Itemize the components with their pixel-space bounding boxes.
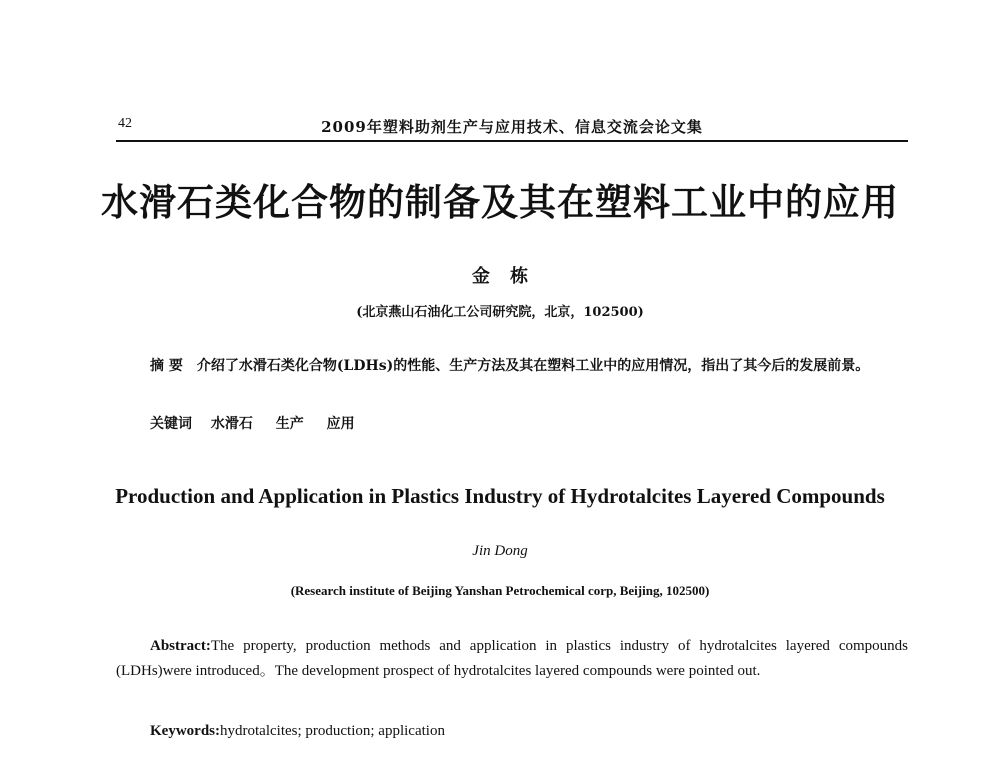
running-title: 2009年塑料助剂生产与应用技术、信息交流会论文集 bbox=[321, 118, 703, 136]
keywords-label-english: Keywords bbox=[150, 723, 215, 739]
keyword-item: 应用 bbox=[326, 416, 355, 432]
keywords-text-english: hydrotalcites; production; application bbox=[220, 723, 445, 739]
title-english: Production and Application in Plastics Industry of Hydrotalcites Layered Compounds bbox=[115, 484, 885, 508]
abstract-chinese bbox=[116, 353, 908, 379]
keywords-chinese bbox=[150, 413, 373, 433]
abstract-text-english: The property, production methods and application in plastics industry of hydrotalcites layered compounds (LDHs)were introduced。The development prospect of hydrotalcites layered compounds were pointed out. bbox=[116, 638, 908, 679]
author-chinese: 金 栋 bbox=[471, 266, 529, 287]
keywords-english: Keywords:hydrotalcites; production; application bbox=[150, 723, 445, 739]
affiliation-english: (Research institute of Beijing Yanshan Petrochemical corp, Beijing, 102500) bbox=[290, 583, 710, 598]
keyword-item: 水滑石 bbox=[210, 416, 253, 432]
abstract-label-chinese: 摘 要 bbox=[150, 358, 183, 374]
page-number: 42 bbox=[118, 116, 132, 131]
keyword-item: 生产 bbox=[275, 416, 304, 432]
running-header bbox=[116, 116, 908, 142]
affiliation-chinese: (北京燕山石油化工公司研究院，北京，102500) bbox=[356, 305, 644, 320]
author-english: Jin Dong bbox=[472, 543, 528, 559]
abstract-english: Abstract:The property, production methods and application in plastics industry of hydrotalcites layered compounds (LDHs)were introduced。The development prospect of hydrotalcites layered compounds were pointed out. bbox=[116, 638, 908, 679]
title-chinese: 水滑石类化合物的制备及其在塑料工业中的应用 bbox=[101, 180, 899, 224]
abstract-text-chinese: 介绍了水滑石类化合物(LDHs)的性能、生产方法及其在塑料工业中的应用情况，指出了其今后的发展前景。 bbox=[196, 358, 870, 374]
keywords-label-chinese: 关键词 bbox=[150, 416, 192, 432]
abstract-label-english: Abstract bbox=[150, 638, 206, 654]
